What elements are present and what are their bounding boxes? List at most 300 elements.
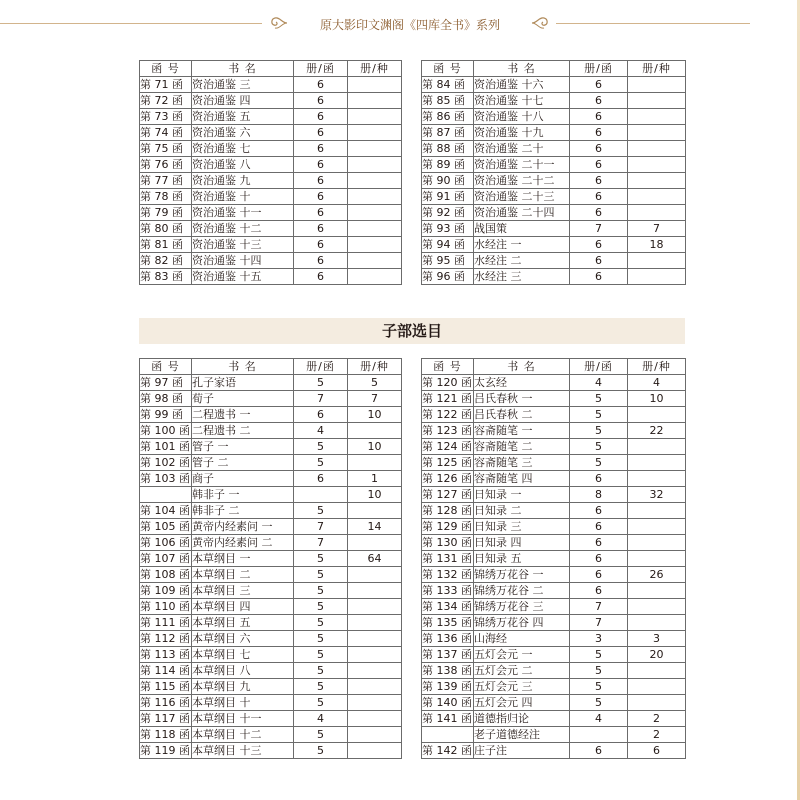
column-header-volume-no: 函 号: [140, 61, 192, 77]
volume-number-cell: 第 75 函: [140, 141, 192, 157]
books-per-title-cell: [348, 663, 402, 679]
table-row: [422, 647, 686, 663]
books-per-case-cell: 6: [294, 407, 348, 423]
volume-number-cell: 第 108 函: [140, 568, 190, 581]
table-row: [422, 695, 686, 711]
book-title-cell: 管子 二: [192, 455, 294, 471]
books-per-case-cell: 7: [570, 599, 628, 615]
table-row: [422, 391, 686, 407]
books-per-case-cell: 5: [570, 679, 628, 695]
table-row: [422, 205, 686, 221]
table-row: [422, 567, 686, 583]
volume-number-cell: 第 80 函: [140, 221, 192, 237]
volume-number-cell: 第 132 函: [422, 568, 472, 581]
books-per-title-cell: 14: [348, 519, 402, 535]
volume-number-cell: 第 137 函: [422, 648, 472, 661]
books-per-title-cell: [348, 583, 402, 599]
books-per-title-cell: [348, 77, 402, 93]
books-per-case-cell: 5: [570, 423, 628, 439]
book-title-cell: 本草纲目 一: [192, 551, 294, 567]
volume-number-cell: 第 101 函: [140, 440, 190, 453]
table-row: [422, 535, 686, 551]
table-row: [422, 487, 686, 503]
books-per-title-cell: [628, 471, 686, 487]
volume-number-cell: 第 78 函: [140, 189, 192, 205]
book-title-cell: 黄帝内经素问 二: [192, 535, 294, 551]
book-title-cell: 战国策: [474, 221, 570, 237]
books-per-title-cell: 22: [628, 423, 686, 439]
book-title-cell: 日知录 五: [474, 551, 570, 567]
book-title-cell: 锦绣万花谷 一: [474, 567, 570, 583]
books-per-title-cell: [348, 205, 402, 221]
table-row: [422, 743, 686, 759]
book-title-cell: 荀子: [192, 391, 294, 407]
book-title-cell: 水经注 三: [474, 269, 570, 285]
volume-number-cell: 第 142 函: [422, 744, 472, 757]
table-row: [422, 471, 686, 487]
books-per-case-cell: 6: [294, 125, 348, 141]
book-title-cell: 资治通鉴 十九: [474, 125, 570, 141]
book-title-cell: 资治通鉴 十四: [192, 253, 294, 269]
books-per-case-cell: 6: [570, 157, 628, 173]
books-per-case-cell: 6: [294, 237, 348, 253]
table-row: [422, 157, 686, 173]
volume-number-cell: 第 139 函: [422, 680, 472, 693]
volume-number-cell: 第 119 函: [140, 744, 190, 757]
volume-number-cell: 第 125 函: [422, 456, 472, 469]
volume-number-cell: 第 105 函: [140, 520, 190, 533]
table-row: [140, 471, 402, 487]
books-per-title-cell: [348, 189, 402, 205]
volume-number-cell: 第 136 函: [422, 632, 472, 645]
books-per-title-cell: [628, 663, 686, 679]
table-row: [140, 743, 402, 759]
books-per-case-cell: 6: [570, 519, 628, 535]
book-title-cell: 五灯会元 四: [474, 695, 570, 711]
books-per-case-cell: 6: [570, 551, 628, 567]
volume-number-cell: 第 121 函: [422, 392, 472, 405]
book-title-cell: 管子 一: [192, 439, 294, 455]
books-per-title-cell: [628, 455, 686, 471]
volume-number-cell: 第 116 函: [140, 696, 190, 709]
book-title-cell: 资治通鉴 五: [192, 109, 294, 125]
book-title-cell: 资治通鉴 二十一: [474, 157, 570, 173]
books-per-title-cell: [348, 93, 402, 109]
book-title-cell: 五灯会元 三: [474, 679, 570, 695]
books-per-case-cell: 6: [294, 77, 348, 93]
books-per-case-cell: 6: [570, 237, 628, 253]
book-title-cell: 资治通鉴 十八: [474, 109, 570, 125]
book-title-cell: 山海经: [474, 631, 570, 647]
book-title-cell: 二程遗书 二: [192, 423, 294, 439]
books-per-title-cell: [348, 173, 402, 189]
books-per-title-cell: [348, 695, 402, 711]
column-header-book-title: 书 名: [192, 61, 294, 77]
section-title: 子部选目: [381, 322, 442, 340]
volume-number-cell: 第 138 函: [422, 664, 472, 677]
books-per-title-cell: 64: [348, 551, 402, 567]
books-per-title-cell: [348, 599, 402, 615]
table-row: [422, 631, 686, 647]
volume-number-cell: 第 135 函: [422, 616, 472, 629]
book-title-cell: 韩非子 二: [192, 503, 294, 519]
books-per-title-cell: [628, 695, 686, 711]
table-row: [422, 189, 686, 205]
table-row: [140, 269, 402, 285]
table-row: [140, 439, 402, 455]
book-title-cell: 日知录 三: [474, 519, 570, 535]
scroll-ornament-icon: [531, 15, 551, 31]
table-row: [422, 423, 686, 439]
table-row: [422, 439, 686, 455]
books-per-case-cell: 6: [570, 189, 628, 205]
table-row: [140, 599, 402, 615]
volume-number-cell: 第 87 函: [422, 125, 474, 141]
catalog-table-philosophy-right: [421, 358, 686, 759]
books-per-title-cell: [348, 141, 402, 157]
books-per-case-cell: 5: [294, 455, 348, 471]
table-row: [422, 237, 686, 253]
volume-number-cell: 第 141 函: [422, 712, 472, 725]
books-per-case-cell: 6: [570, 503, 628, 519]
volume-number-cell: 第 86 函: [422, 109, 474, 125]
volume-number-cell: 第 106 函: [140, 536, 190, 549]
volume-number-cell: 第 102 函: [140, 456, 190, 469]
table-row: [140, 551, 402, 567]
volume-number-cell: [140, 487, 192, 503]
book-title-cell: 资治通鉴 七: [192, 141, 294, 157]
table-row: [140, 423, 402, 439]
book-title-cell: 容斋随笔 四: [474, 471, 570, 487]
books-per-title-cell: [348, 109, 402, 125]
book-title-cell: 容斋随笔 三: [474, 455, 570, 471]
table-row: [422, 221, 686, 237]
books-per-case-cell: 6: [294, 269, 348, 285]
table-header-row: [422, 61, 686, 77]
book-title-cell: 五灯会元 一: [474, 647, 570, 663]
book-title-cell: 本草纲目 十三: [192, 743, 294, 759]
table-row: [422, 173, 686, 189]
book-title-cell: 本草纲目 八: [192, 663, 294, 679]
books-per-title-cell: 3: [628, 631, 686, 647]
volume-number-cell: [422, 727, 474, 743]
books-per-title-cell: [348, 503, 402, 519]
book-title-cell: 资治通鉴 十三: [192, 237, 294, 253]
books-per-title-cell: [628, 173, 686, 189]
table-row: [422, 455, 686, 471]
table-row: [422, 599, 686, 615]
books-per-title-cell: [628, 253, 686, 269]
book-title-cell: 容斋随笔 二: [474, 439, 570, 455]
table-row: [422, 141, 686, 157]
volume-number-cell: 第 93 函: [422, 221, 474, 237]
books-per-title-cell: [628, 189, 686, 205]
books-per-case-cell: 4: [294, 711, 348, 727]
book-title-cell: 资治通鉴 十: [192, 189, 294, 205]
books-per-title-cell: [628, 205, 686, 221]
table-row: [422, 375, 686, 391]
books-per-case-cell: 4: [570, 711, 628, 727]
books-per-case-cell: 7: [294, 535, 348, 551]
books-per-title-cell: 1: [348, 471, 402, 487]
volume-number-cell: 第 133 函: [422, 584, 472, 597]
books-per-title-cell: [628, 551, 686, 567]
table-row: [422, 109, 686, 125]
header-title: 原大影印文渊阁《四库全书》系列: [319, 18, 500, 32]
volume-number-cell: 第 110 函: [140, 600, 190, 613]
books-per-case-cell: 4: [294, 423, 348, 439]
books-per-case-cell: 6: [570, 269, 628, 285]
volume-number-cell: 第 79 函: [140, 205, 192, 221]
books-per-title-cell: [628, 269, 686, 285]
book-title-cell: 资治通鉴 二十三: [474, 189, 570, 205]
volume-number-cell: 第 134 函: [422, 600, 472, 613]
volume-number-cell: 第 81 函: [140, 237, 192, 253]
volume-number-cell: 第 74 函: [140, 125, 192, 141]
table-row: [140, 711, 402, 727]
books-per-title-cell: [348, 269, 402, 285]
books-per-case-cell: 6: [570, 253, 628, 269]
books-per-title-cell: [628, 679, 686, 695]
table-row: [140, 125, 402, 141]
table-row: [422, 93, 686, 109]
books-per-title-cell: [348, 727, 402, 743]
books-per-title-cell: [348, 647, 402, 663]
books-per-title-cell: [348, 423, 402, 439]
books-per-case-cell: 5: [570, 391, 628, 407]
book-title-cell: 锦绣万花谷 二: [474, 583, 570, 599]
table-row: [422, 583, 686, 599]
books-per-case-cell: 5: [570, 647, 628, 663]
volume-number-cell: 第 96 函: [422, 269, 474, 285]
book-title-cell: 二程遗书 一: [192, 407, 294, 423]
books-per-case-cell: 6: [570, 109, 628, 125]
books-per-case-cell: 6: [294, 109, 348, 125]
table-row: [140, 157, 402, 173]
table-row: [422, 503, 686, 519]
table-row: [140, 695, 402, 711]
book-title-cell: 锦绣万花谷 三: [474, 599, 570, 615]
books-per-case-cell: 5: [294, 551, 348, 567]
table-row: [140, 663, 402, 679]
books-per-case-cell: 5: [294, 743, 348, 759]
books-per-case-cell: 6: [294, 141, 348, 157]
books-per-title-cell: 10: [348, 407, 402, 423]
books-per-title-cell: [348, 535, 402, 551]
books-per-case-cell: 5: [294, 631, 348, 647]
table-row: [140, 93, 402, 109]
table-row: [140, 679, 402, 695]
books-per-case-cell: 5: [294, 583, 348, 599]
column-header-books-per-title: 册/种: [628, 359, 686, 375]
books-per-title-cell: [348, 237, 402, 253]
column-header-books-per-title: 册/种: [348, 61, 402, 77]
book-title-cell: 道德指归论: [474, 711, 570, 727]
table-row: [422, 679, 686, 695]
books-per-title-cell: 2: [628, 727, 686, 743]
books-per-case-cell: 6: [570, 173, 628, 189]
volume-number-cell: 第 76 函: [140, 157, 192, 173]
volume-number-cell: 第 100 函: [140, 424, 190, 437]
section-banner: [139, 318, 685, 344]
book-title-cell: 资治通鉴 八: [192, 157, 294, 173]
book-title-cell: 太玄经: [474, 375, 570, 391]
book-title-cell: 老子道德经注: [474, 727, 570, 743]
volume-number-cell: 第 128 函: [422, 504, 472, 517]
table-row: [140, 487, 402, 503]
book-title-cell: 资治通鉴 十一: [192, 205, 294, 221]
books-per-title-cell: [628, 141, 686, 157]
book-title-cell: 日知录 一: [474, 487, 570, 503]
table-row: [422, 727, 686, 743]
book-title-cell: 本草纲目 十: [192, 695, 294, 711]
books-per-title-cell: [348, 631, 402, 647]
books-per-title-cell: 32: [628, 487, 686, 503]
books-per-title-cell: [348, 125, 402, 141]
book-title-cell: 资治通鉴 三: [192, 77, 294, 93]
book-title-cell: 资治通鉴 四: [192, 93, 294, 109]
books-per-case-cell: 6: [294, 205, 348, 221]
column-header-book-title: 书 名: [192, 359, 294, 375]
books-per-title-cell: 2: [628, 711, 686, 727]
volume-number-cell: 第 113 函: [140, 648, 190, 661]
books-per-title-cell: [348, 743, 402, 759]
table-row: [140, 631, 402, 647]
book-title-cell: 本草纲目 十一: [192, 711, 294, 727]
table-row: [140, 503, 402, 519]
column-header-books-per-title: 册/种: [348, 359, 402, 375]
header-rule-right: [556, 23, 750, 24]
books-per-case-cell: 6: [570, 471, 628, 487]
books-per-case-cell: 6: [570, 205, 628, 221]
books-per-case-cell: 5: [294, 695, 348, 711]
book-title-cell: 庄子注: [474, 743, 570, 759]
volume-number-cell: 第 71 函: [140, 77, 192, 93]
books-per-case-cell: 4: [570, 375, 628, 391]
volume-number-cell: 第 124 函: [422, 440, 472, 453]
books-per-title-cell: 18: [628, 237, 686, 253]
table-header-row: [422, 359, 686, 375]
table-row: [140, 189, 402, 205]
book-title-cell: 本草纲目 二: [192, 567, 294, 583]
books-per-case-cell: 6: [570, 535, 628, 551]
book-title-cell: 本草纲目 九: [192, 679, 294, 695]
books-per-title-cell: [628, 599, 686, 615]
books-per-title-cell: [628, 407, 686, 423]
books-per-title-cell: [628, 109, 686, 125]
volume-number-cell: 第 140 函: [422, 696, 472, 709]
table-header-row: [140, 61, 402, 77]
table-row: [422, 125, 686, 141]
books-per-title-cell: [628, 503, 686, 519]
book-title-cell: 本草纲目 十二: [192, 727, 294, 743]
table-row: [140, 375, 402, 391]
table-row: [140, 647, 402, 663]
table-row: [140, 567, 402, 583]
books-per-title-cell: [628, 535, 686, 551]
volume-number-cell: 第 98 函: [140, 391, 192, 407]
table-row: [140, 221, 402, 237]
header-rule-left: [0, 23, 262, 24]
book-title-cell: 水经注 二: [474, 253, 570, 269]
table-row: [140, 727, 402, 743]
book-title-cell: 吕氏春秋 二: [474, 407, 570, 423]
books-per-case-cell: 6: [570, 583, 628, 599]
books-per-title-cell: 4: [628, 375, 686, 391]
book-title-cell: 孔子家语: [192, 375, 294, 391]
table-header-row: [140, 359, 402, 375]
table-row: [140, 583, 402, 599]
books-per-title-cell: 10: [348, 439, 402, 455]
column-header-books-per-title: 册/种: [628, 61, 686, 77]
books-per-title-cell: 7: [348, 391, 402, 407]
book-title-cell: 本草纲目 三: [192, 583, 294, 599]
books-per-case-cell: 7: [294, 519, 348, 535]
volume-number-cell: 第 123 函: [422, 424, 472, 437]
books-per-case-cell: 5: [294, 375, 348, 391]
book-title-cell: 资治通鉴 二十: [474, 141, 570, 157]
books-per-case-cell: 5: [570, 439, 628, 455]
table-row: [140, 391, 402, 407]
volume-number-cell: 第 84 函: [422, 77, 474, 93]
books-per-case-cell: 6: [570, 743, 628, 759]
books-per-case-cell: 5: [294, 439, 348, 455]
table-row: [422, 77, 686, 93]
volume-number-cell: 第 91 函: [422, 189, 474, 205]
books-per-case-cell: 5: [570, 407, 628, 423]
book-title-cell: 日知录 四: [474, 535, 570, 551]
volume-number-cell: 第 82 函: [140, 253, 192, 269]
book-title-cell: 商子: [192, 471, 294, 487]
books-per-case-cell: 6: [570, 77, 628, 93]
books-per-case-cell: 6: [294, 471, 348, 487]
volume-number-cell: 第 111 函: [140, 616, 190, 629]
volume-number-cell: 第 97 函: [140, 375, 192, 391]
books-per-case-cell: 6: [294, 221, 348, 237]
books-per-title-cell: [628, 77, 686, 93]
book-title-cell: 本草纲目 五: [192, 615, 294, 631]
volume-number-cell: 第 114 函: [140, 664, 190, 677]
books-per-title-cell: 7: [628, 221, 686, 237]
book-title-cell: 资治通鉴 十二: [192, 221, 294, 237]
volume-number-cell: 第 129 函: [422, 520, 472, 533]
table-row: [140, 535, 402, 551]
volume-number-cell: 第 73 函: [140, 109, 192, 125]
books-per-case-cell: 5: [570, 455, 628, 471]
books-per-case-cell: [570, 727, 628, 743]
books-per-case-cell: 6: [294, 173, 348, 189]
page-header: [0, 10, 800, 36]
books-per-case-cell: 5: [294, 599, 348, 615]
volume-number-cell: 第 90 函: [422, 173, 474, 189]
column-header-books-per-case: 册/函: [570, 359, 628, 375]
column-header-books-per-case: 册/函: [294, 61, 348, 77]
books-per-title-cell: [348, 615, 402, 631]
book-title-cell: 资治通鉴 二十二: [474, 173, 570, 189]
books-per-title-cell: [628, 615, 686, 631]
table-row: [140, 77, 402, 93]
volume-number-cell: 第 92 函: [422, 205, 474, 221]
books-per-case-cell: 5: [294, 727, 348, 743]
books-per-case-cell: 5: [294, 647, 348, 663]
volume-number-cell: 第 127 函: [422, 488, 472, 501]
books-per-title-cell: [348, 455, 402, 471]
volume-number-cell: 第 131 函: [422, 552, 472, 565]
books-per-case-cell: 6: [570, 125, 628, 141]
table-row: [140, 237, 402, 253]
books-per-title-cell: [348, 221, 402, 237]
books-per-case-cell: 5: [294, 503, 348, 519]
